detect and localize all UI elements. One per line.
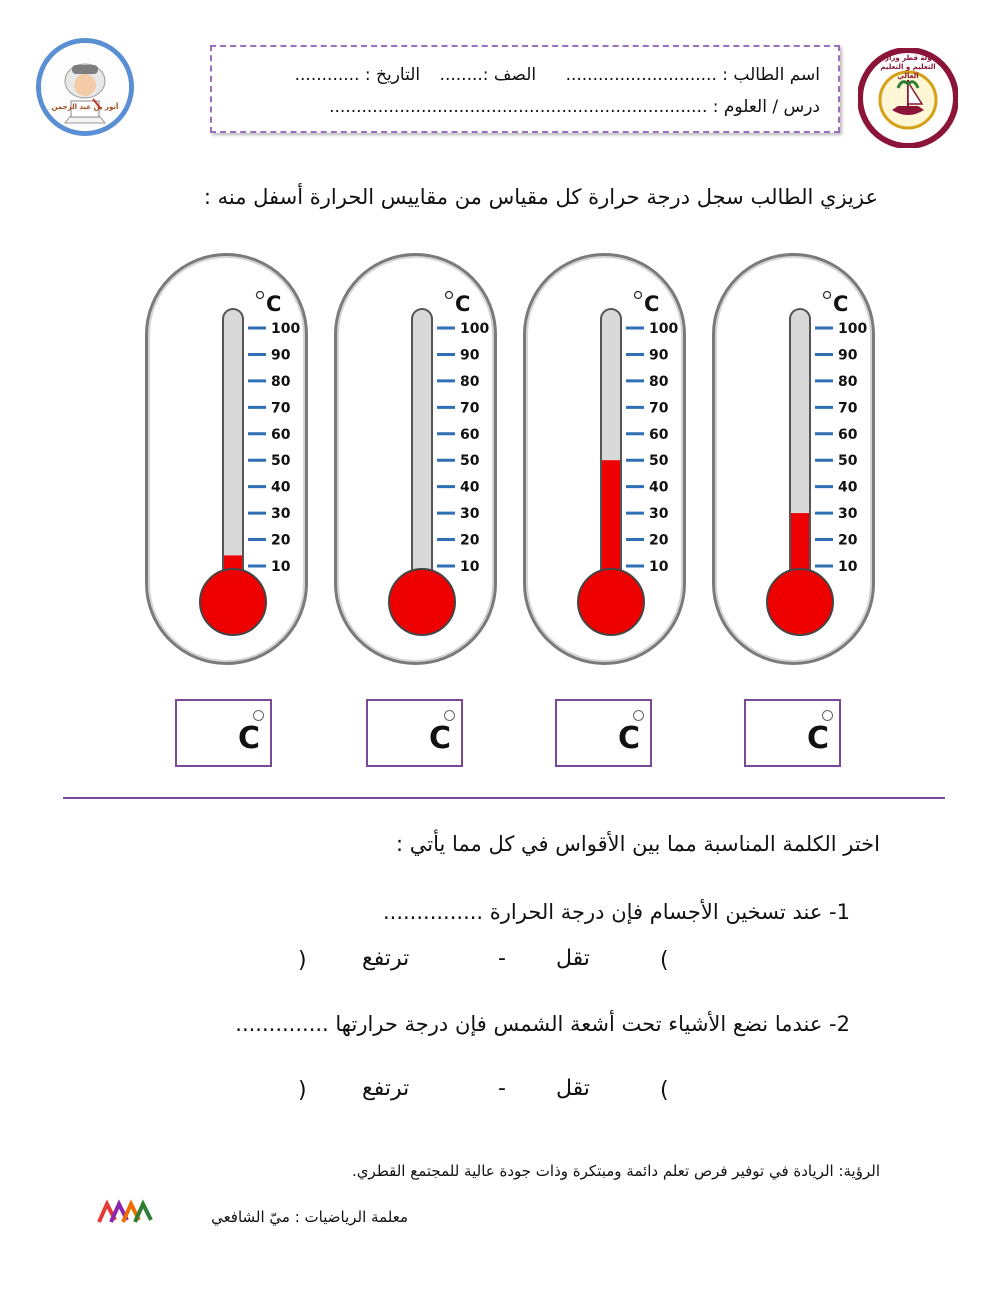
scale-label: 50	[271, 453, 291, 470]
question-2-text: 2- عندما نضع الأشياء تحت أشعة الشمس فإن درجة حرارتها ..............	[235, 1012, 850, 1036]
degree-icon	[253, 710, 264, 721]
degree-icon	[822, 710, 833, 721]
date-field[interactable]: التاريخ : ............	[294, 65, 421, 85]
q1-close-paren: )	[298, 948, 307, 973]
scale-label: 80	[460, 373, 480, 390]
scale-label: 90	[460, 347, 480, 364]
ministry-logo	[858, 48, 958, 148]
scale-label: 10	[271, 559, 291, 575]
scale-label: 50	[649, 453, 669, 470]
instruction-text: عزيزي الطالب سجل درجة حرارة كل مقياس من مقاييس الحرارة أسفل منه :	[203, 185, 878, 209]
scale-label: 70	[838, 400, 858, 417]
thermometer-card	[334, 253, 497, 665]
scale-label: 40	[271, 479, 291, 496]
scale-label: 70	[271, 400, 291, 417]
scale-label: 30	[838, 506, 858, 523]
school-logo-left	[36, 38, 134, 136]
class-field[interactable]: الصف :........	[439, 65, 537, 85]
answer-box[interactable]	[555, 699, 652, 767]
thermometer-bulb	[767, 569, 833, 635]
scale-label: 80	[838, 373, 858, 390]
scale-label: 50	[460, 453, 480, 470]
scale-label: 90	[649, 347, 669, 364]
scale-label: 10	[649, 559, 669, 575]
thermometer-bulb	[389, 569, 455, 635]
scale-label: 30	[271, 506, 291, 523]
logo-left-caption: أنور بن عبد الرحمن	[51, 103, 119, 111]
degree-icon	[257, 292, 264, 299]
scale-label: 60	[838, 426, 858, 443]
q2-separator: -	[498, 1076, 506, 1101]
question-1-text: 1- عند تسخين الأجسام فإن درجة الحرارة ...............	[382, 900, 850, 924]
student-name-field[interactable]: اسم الطالب : ............................	[565, 65, 820, 85]
degree-icon	[633, 710, 644, 721]
student-info-box	[210, 45, 840, 133]
logo-right-caption: دولة قطر وزارة التعليم و التعليم العالي	[880, 54, 936, 80]
info-line-1	[224, 65, 820, 85]
scale-label: 90	[838, 347, 858, 364]
scale-label: 40	[838, 479, 858, 496]
answer-box[interactable]	[175, 699, 272, 767]
scale-label: 100	[838, 321, 868, 337]
degree-icon	[446, 292, 453, 299]
scale-label: 20	[271, 532, 291, 549]
scale-label: 40	[649, 479, 669, 496]
thermometer-unit: C	[455, 292, 471, 316]
teacher-name: معلمة الرياضيات : ميّ الشافعي	[211, 1208, 408, 1226]
scale-label: 100	[460, 321, 490, 337]
q2-option-increase[interactable]: ترتفع	[362, 1076, 410, 1101]
answer-unit: C	[428, 721, 451, 756]
scale-label: 50	[838, 453, 858, 470]
scale-label: 20	[460, 532, 480, 549]
q1-option-decrease[interactable]: تقل	[556, 946, 590, 971]
thermometer-mercury	[602, 460, 620, 586]
scale-label: 100	[649, 321, 679, 337]
thermometer-card	[712, 253, 875, 665]
answer-unit: C	[617, 721, 640, 756]
thermometer-graphic	[715, 256, 878, 668]
scale-label: 10	[460, 559, 480, 575]
answer-box[interactable]	[366, 699, 463, 767]
thermometer-unit: C	[266, 292, 282, 316]
scale-label: 100	[271, 321, 301, 337]
thermometer-graphic	[337, 256, 500, 668]
scale-label: 80	[649, 373, 669, 390]
scale-label: 30	[649, 506, 669, 523]
thermometer-bulb	[200, 569, 266, 635]
scale-label: 60	[271, 426, 291, 443]
scale-label: 10	[838, 559, 858, 575]
q1-separator: -	[498, 946, 506, 971]
student-avatar-icon	[41, 43, 129, 131]
q2-option-decrease[interactable]: تقل	[556, 1076, 590, 1101]
answer-unit: C	[237, 721, 260, 756]
thermometer-bulb	[578, 569, 644, 635]
scale-label: 90	[271, 347, 291, 364]
thermometer-unit: C	[644, 292, 660, 316]
scale-label: 20	[838, 532, 858, 549]
scale-label: 40	[460, 479, 480, 496]
thermometer-card	[523, 253, 686, 665]
lesson-field[interactable]: درس / العلوم : ......................................................................	[329, 97, 820, 117]
degree-icon	[635, 292, 642, 299]
thermometer-graphic	[148, 256, 311, 668]
scale-label: 80	[271, 373, 291, 390]
q2-close-paren: )	[298, 1078, 307, 1103]
scale-label: 20	[649, 532, 669, 549]
scale-label: 60	[649, 426, 669, 443]
scale-label: 30	[460, 506, 480, 523]
scale-label: 60	[460, 426, 480, 443]
q2-open-paren: (	[660, 1078, 669, 1103]
teacher-signature-icon	[97, 1198, 157, 1226]
questions-heading: اختر الكلمة المناسبة مما بين الأقواس في كل مما يأتي :	[396, 832, 880, 856]
thermometer-unit: C	[833, 292, 849, 316]
scale-label: 70	[649, 400, 669, 417]
answer-box[interactable]	[744, 699, 841, 767]
thermometer-graphic	[526, 256, 689, 668]
degree-icon	[444, 710, 455, 721]
answer-unit: C	[806, 721, 829, 756]
q1-option-increase[interactable]: ترتفع	[362, 946, 410, 971]
q1-open-paren: (	[660, 948, 669, 973]
scale-label: 70	[460, 400, 480, 417]
section-divider	[63, 797, 945, 799]
thermometer-tube	[413, 310, 431, 600]
vision-statement: الرؤية: الريادة في توفير فرص تعلم دائمة ومبتكرة وذات جودة عالية للمجتمع القطري.	[352, 1162, 880, 1180]
degree-icon	[824, 292, 831, 299]
thermometer-card	[145, 253, 308, 665]
